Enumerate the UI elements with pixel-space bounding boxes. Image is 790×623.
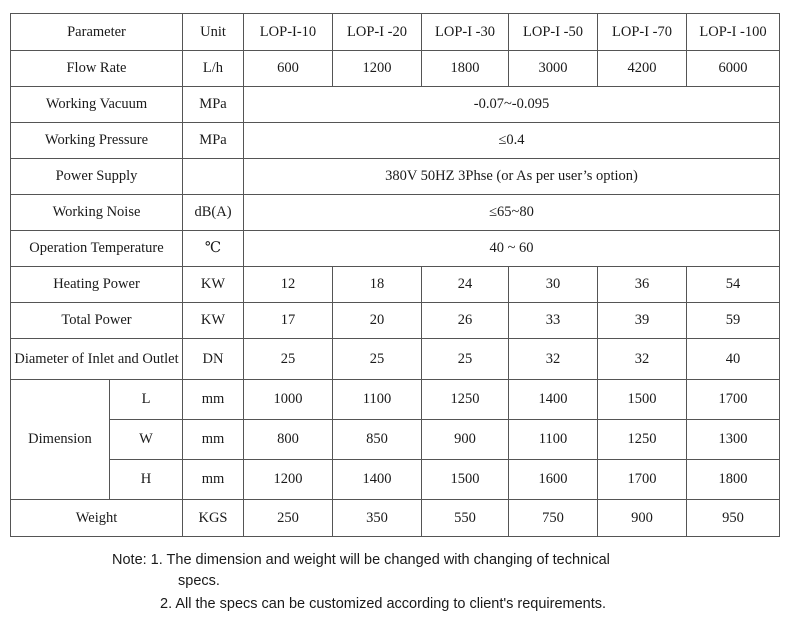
table-cell: 1800	[687, 460, 780, 500]
row-label: Operation Temperature	[11, 231, 183, 267]
diameter-row	[11, 339, 780, 380]
header-model: LOP-I -50	[509, 14, 598, 51]
table-cell: 800	[244, 420, 333, 460]
heating-power-row	[11, 267, 780, 303]
row-label: Heating Power	[11, 267, 183, 303]
table-cell: 26	[422, 303, 509, 339]
table-cell: 25	[333, 339, 422, 380]
row-label: Working Vacuum	[11, 87, 183, 123]
dimension-l-row	[11, 380, 780, 420]
flow-rate-row	[11, 51, 780, 87]
table-cell: 850	[333, 420, 422, 460]
row-unit: mm	[183, 420, 244, 460]
table-cell: 32	[598, 339, 687, 380]
row-unit: ℃	[183, 231, 244, 267]
table-cell: 1500	[598, 380, 687, 420]
table-cell: 39	[598, 303, 687, 339]
dimension-sub-label: H	[110, 460, 183, 500]
table-cell: 350	[333, 500, 422, 537]
merged-value-cell: ≤0.4	[244, 123, 780, 159]
row-unit: KGS	[183, 500, 244, 537]
table-cell: 1400	[509, 380, 598, 420]
table-cell: 900	[598, 500, 687, 537]
table-cell: 25	[422, 339, 509, 380]
operation-temperature-row	[11, 231, 780, 267]
table-cell: 18	[333, 267, 422, 303]
table-cell: 4200	[598, 51, 687, 87]
table-cell: 1400	[333, 460, 422, 500]
table-cell: 750	[509, 500, 598, 537]
header-model: LOP-I -30	[422, 14, 509, 51]
row-unit: DN	[183, 339, 244, 380]
table-cell: 40	[687, 339, 780, 380]
table-cell: 3000	[509, 51, 598, 87]
row-unit: MPa	[183, 123, 244, 159]
row-unit: L/h	[183, 51, 244, 87]
row-unit: KW	[183, 303, 244, 339]
row-label: Working Pressure	[11, 123, 183, 159]
table-cell: 36	[598, 267, 687, 303]
row-label: Total Power	[11, 303, 183, 339]
total-power-row	[11, 303, 780, 339]
table-cell: 12	[244, 267, 333, 303]
table-cell: 33	[509, 303, 598, 339]
table-cell: 1800	[422, 51, 509, 87]
header-model: LOP-I -20	[333, 14, 422, 51]
table-cell: 30	[509, 267, 598, 303]
merged-value-cell: ≤65~80	[244, 195, 780, 231]
table-cell: 950	[687, 500, 780, 537]
table-cell: 1500	[422, 460, 509, 500]
table-cell: 6000	[687, 51, 780, 87]
note-line-3: 2. All the specs can be customized according to client's requirements.	[160, 596, 607, 612]
table-cell: 1300	[687, 420, 780, 460]
table-cell: 24	[422, 267, 509, 303]
specification-table	[10, 13, 780, 537]
table-cell: 1700	[598, 460, 687, 500]
row-unit: mm	[183, 380, 244, 420]
table-cell: 32	[509, 339, 598, 380]
power-supply-row	[11, 159, 780, 195]
row-unit: MPa	[183, 87, 244, 123]
table-cell: 1200	[244, 460, 333, 500]
table-cell: 17	[244, 303, 333, 339]
row-label: Flow Rate	[11, 51, 183, 87]
table-cell: 550	[422, 500, 509, 537]
working-vacuum-row	[11, 87, 780, 123]
table-cell: 1250	[422, 380, 509, 420]
header-parameter: Parameter	[11, 14, 183, 51]
header-model: LOP-I -70	[598, 14, 687, 51]
table-cell: 600	[244, 51, 333, 87]
merged-value-cell: 380V 50HZ 3Phse (or As per user’s option)	[244, 159, 780, 195]
table-cell: 1000	[244, 380, 333, 420]
table-cell: 250	[244, 500, 333, 537]
header-model: LOP-I-10	[244, 14, 333, 51]
row-unit	[183, 159, 244, 195]
dimension-label: Dimension	[11, 380, 110, 500]
table-header-row	[11, 14, 780, 51]
table-cell: 1250	[598, 420, 687, 460]
table-cell: 25	[244, 339, 333, 380]
merged-value-cell: 40 ~ 60	[244, 231, 780, 267]
header-unit: Unit	[183, 14, 244, 51]
note-line-2: specs.	[178, 573, 220, 589]
weight-row	[11, 500, 780, 537]
table-cell: 1200	[333, 51, 422, 87]
row-label: Diameter of Inlet and Outlet	[11, 339, 183, 380]
table-cell: 900	[422, 420, 509, 460]
merged-value-cell: -0.07~-0.095	[244, 87, 780, 123]
table-cell: 54	[687, 267, 780, 303]
note-line-1: Note: 1. The dimension and weight will be changed with changing of technical	[112, 552, 610, 568]
dimension-sub-label: W	[110, 420, 183, 460]
dimension-sub-label: L	[110, 380, 183, 420]
header-model: LOP-I -100	[687, 14, 780, 51]
row-label: Working Noise	[11, 195, 183, 231]
dimension-w-row	[11, 420, 780, 460]
table-cell: 20	[333, 303, 422, 339]
row-label: Weight	[11, 500, 183, 537]
table-cell: 1600	[509, 460, 598, 500]
table-cell: 1100	[509, 420, 598, 460]
row-unit: KW	[183, 267, 244, 303]
dimension-h-row	[11, 460, 780, 500]
working-pressure-row	[11, 123, 780, 159]
row-label: Power Supply	[11, 159, 183, 195]
table-cell: 1100	[333, 380, 422, 420]
working-noise-row	[11, 195, 780, 231]
row-unit: dB(A)	[183, 195, 244, 231]
row-unit: mm	[183, 460, 244, 500]
table-cell: 59	[687, 303, 780, 339]
table-cell: 1700	[687, 380, 780, 420]
